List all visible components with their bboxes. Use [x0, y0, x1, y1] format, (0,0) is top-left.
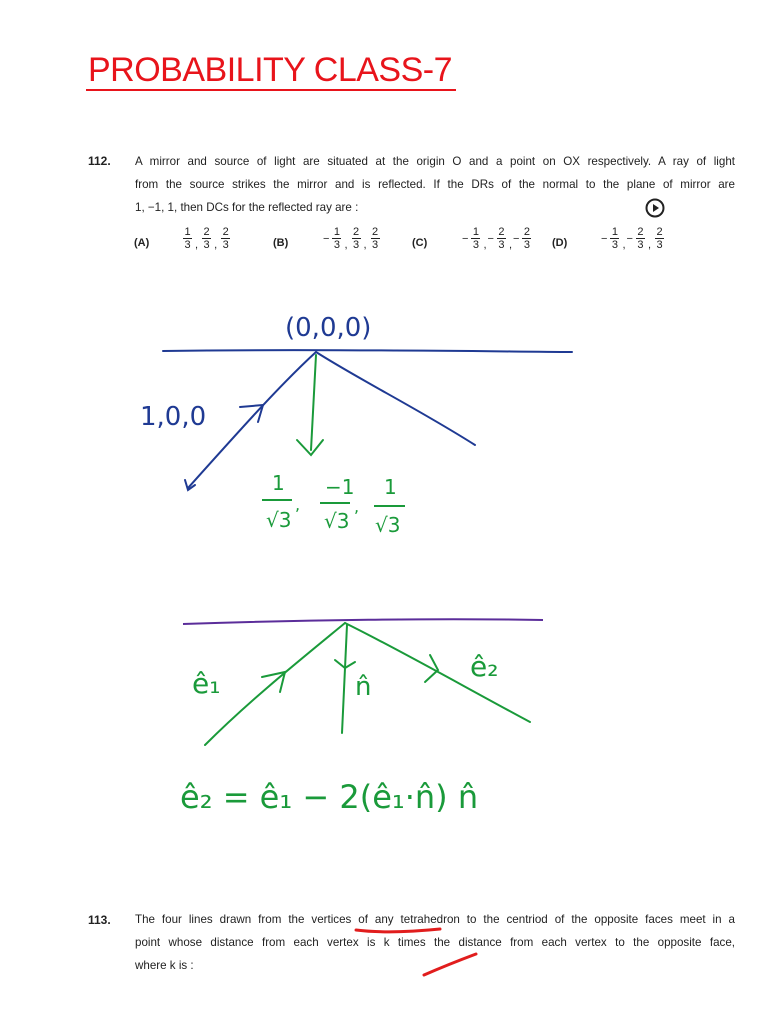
mirror-line-1 — [163, 350, 572, 352]
reflected-ray — [316, 352, 475, 445]
dc3-numerator: 1 — [384, 475, 397, 499]
question-113-number: 113. — [88, 913, 111, 927]
dc2-denominator: √3 — [324, 509, 350, 533]
option-b-value[interactable]: − $\frac{1}{3}$ , $\frac{2}{3}$ , $\frac{2}{3}$ — [323, 226, 379, 251]
mirror-diagram-1 — [163, 350, 572, 490]
option-d-label[interactable]: (D) — [552, 237, 568, 249]
normal-dcs — [262, 471, 405, 537]
dc2-numerator: −1 — [325, 475, 355, 499]
dc1-denominator: √3 — [266, 508, 292, 532]
source-label: 1,0,0 — [140, 402, 207, 432]
option-c-value[interactable]: − $\frac{1}{3}$ , − $\frac{2}{3}$ , − $\frac{2}{3}$ — [462, 226, 530, 251]
e1-label: ê₁ — [192, 667, 221, 700]
incident-ray — [188, 352, 316, 488]
option-a-label[interactable]: (A) — [134, 237, 150, 249]
e2-label: ê₂ — [470, 650, 499, 683]
svg-text:,: , — [354, 497, 360, 516]
option-b-label[interactable]: (B) — [273, 237, 289, 249]
option-a-value[interactable]: $\frac{1}{3}$ , $\frac{2}{3}$ , $\frac{2}{3}$ — [184, 226, 229, 251]
question-112-line-2: from the source strikes the mirror and is reflected. If the DRs of the normal to the plane of mirror are — [135, 178, 735, 191]
option-d-value[interactable]: − $\frac{1}{3}$ , − $\frac{2}{3}$ , $\frac{2}{3}$ — [601, 226, 663, 251]
svg-text:,: , — [295, 495, 301, 514]
dc1-numerator: 1 — [272, 471, 285, 495]
mirror-line-2 — [183, 619, 543, 624]
option-c-label[interactable]: (C) — [412, 237, 428, 249]
question-112-line-1: A mirror and source of light are situated at the origin O and a point on OX respectively. A ray of light — [135, 155, 735, 168]
question-112-number: 112. — [88, 154, 111, 168]
dc3-denominator: √3 — [375, 513, 401, 537]
n-label: n̂ — [355, 672, 372, 702]
question-113-line-3: where k is : — [135, 959, 194, 972]
normal-vector-1 — [297, 355, 323, 455]
reflection-formula: ê₂ = ê₁ − 2(ê₁·n̂) n̂ — [180, 778, 479, 816]
question-112-line-3: 1, −1, 1, then DCs for the reflected ray are : — [135, 201, 359, 214]
page-title: PROBABILITY CLASS-7 — [88, 51, 453, 89]
question-113-line-2: point whose distance from each vertex is k times the distance from each vertex to the opposite face, — [135, 936, 735, 949]
question-113-line-1: The four lines drawn from the vertices of any tetrahedron to the centriod of the opposite faces meet in a — [135, 913, 735, 926]
origin-label: (0,0,0) — [285, 313, 372, 343]
